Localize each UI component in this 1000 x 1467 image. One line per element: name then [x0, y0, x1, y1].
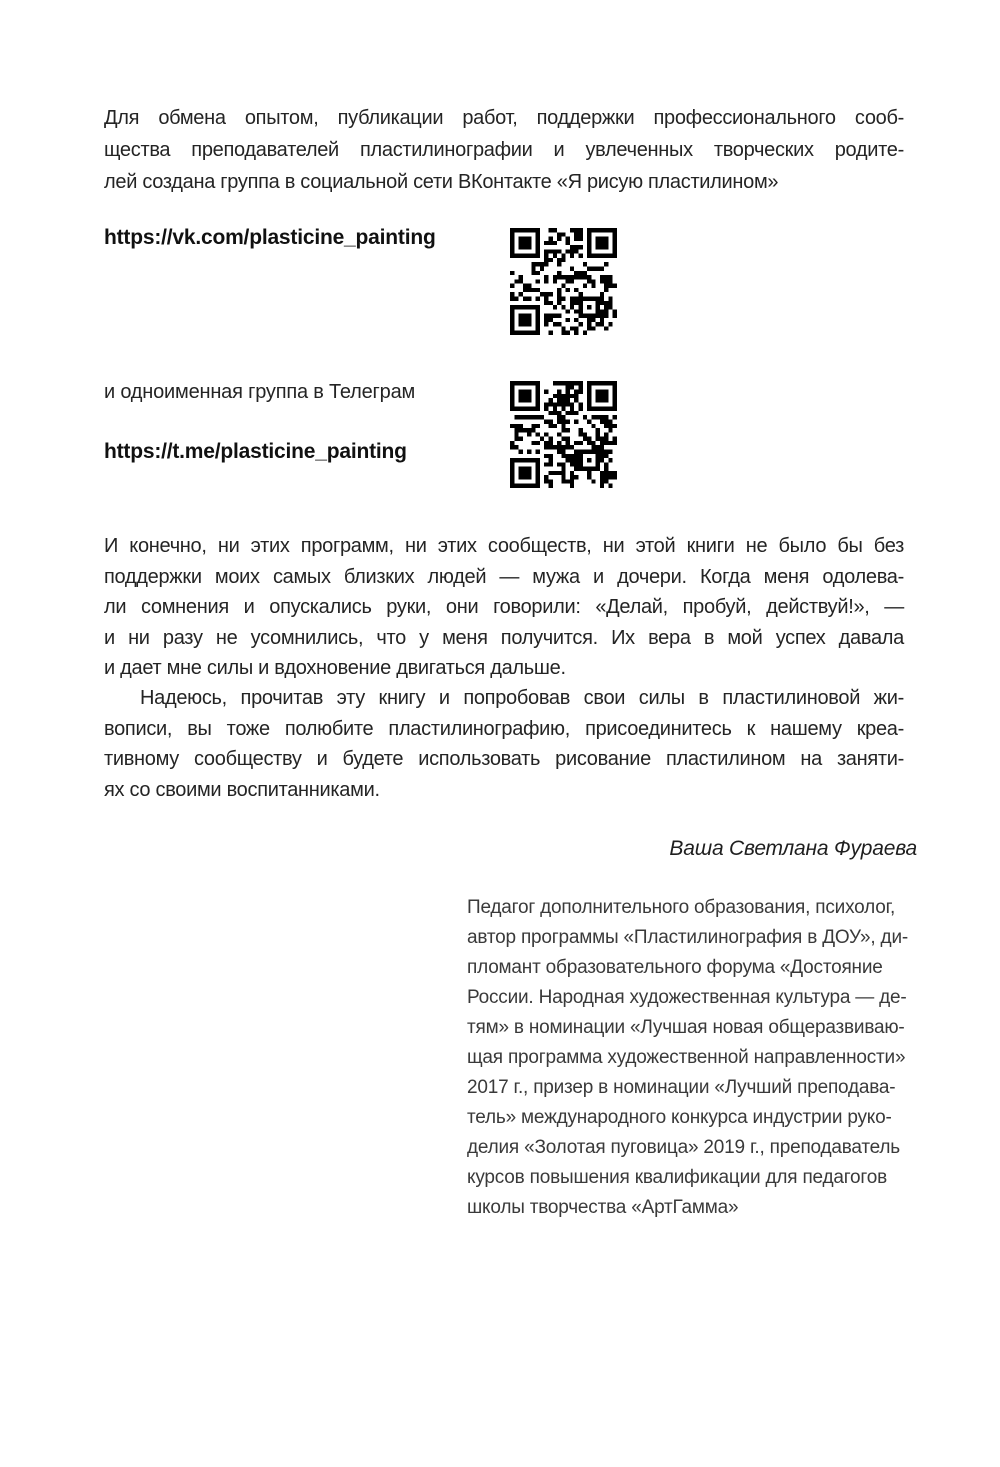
text-line: щая программа художественной направленности»	[467, 1047, 906, 1068]
text-line: пломант образовательного форума «Достояние	[467, 957, 883, 978]
closing-paragraph-1	[104, 531, 904, 684]
intro-paragraph	[104, 102, 904, 198]
text-line: и дает мне силы и вдохновение двигаться дальше.	[104, 657, 566, 679]
text-line: тям» в номинации «Лучшая новая общеразвиваю-	[467, 1017, 905, 1038]
text-line: щества преподавателей пластилинографии и увлеченных творческих родите-	[104, 139, 904, 161]
text-line: ли сомнения и опускались руки, они говорили: «Делай, пробуй, действуй!», —	[104, 596, 904, 618]
vk-url: https://vk.com/plasticine_painting	[104, 226, 436, 249]
text-line: 2017 г., призер в номинации «Лучший преподава-	[467, 1077, 896, 1098]
author-signature: Ваша Светлана Фураева	[669, 837, 917, 860]
text-line: курсов повышения квалификации для педагогов	[467, 1167, 887, 1188]
text-line: тивному сообществу и будете использовать рисование пластилином на заняти-	[104, 748, 904, 770]
text-line: автор программы «Пластилинография в ДОУ», ди-	[467, 927, 908, 948]
text-line: лей создана группа в социальной сети ВКонтакте «Я рисую пластилином»	[104, 171, 779, 193]
closing-paragraph-2	[104, 683, 904, 805]
text-line: Надеюсь, прочитав эту книгу и попробовав свои силы в пластилиновой жи-	[140, 687, 904, 709]
telegram-qr-code	[510, 381, 617, 488]
text-line: делия «Золотая пуговица» 2019 г., преподаватель	[467, 1137, 900, 1158]
text-line: Для обмена опытом, публикации работ, поддержки профессионального сооб-	[104, 107, 904, 129]
text-line: вописи, вы тоже полюбите пластилинографию, присоединитесь к нашему креа-	[104, 717, 904, 740]
text-line: Педагог дополнительного образования, психолог,	[467, 897, 896, 918]
text-line: и ни разу не усомнились, что у меня получится. Их вера в мой успех давала	[104, 626, 904, 649]
text-line: И конечно, ни этих программ, ни этих сообществ, ни этой книги не было бы без	[104, 535, 904, 557]
telegram-url: https://t.me/plasticine_painting	[104, 440, 407, 463]
vk-qr-code	[510, 228, 617, 335]
text-line: тель» международного конкурса индустрии руко-	[467, 1107, 892, 1128]
text-line: России. Народная художественная культура — де-	[467, 987, 907, 1008]
text-line: поддержки моих самых близких людей — мужа и дочери. Когда меня одолева-	[104, 565, 904, 588]
author-bio	[467, 893, 917, 1223]
telegram-group-label: и одноименная группа в Телеграм	[104, 381, 416, 403]
text-line: школы творчества «АртГамма»	[467, 1197, 739, 1218]
text-line: ях со своими воспитанниками.	[104, 778, 380, 801]
